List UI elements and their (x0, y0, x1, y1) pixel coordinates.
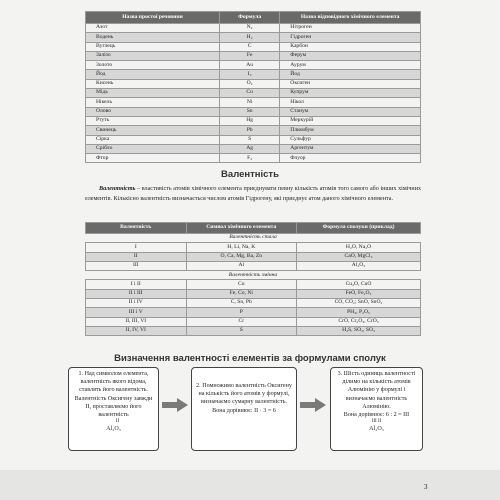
valence-cell: I (86, 243, 187, 252)
element-name-cell: Гідроген (280, 33, 421, 42)
table-row (86, 243, 421, 252)
element-name-cell: Меркурій (280, 116, 421, 125)
symbol-cell: P (186, 308, 297, 317)
table-row (86, 261, 421, 270)
table-row (86, 154, 421, 163)
step-3-box (330, 367, 423, 451)
substance-name-cell: Водень (86, 33, 220, 42)
table-row (86, 89, 421, 98)
element-name-cell: Йод (280, 70, 421, 79)
symbol-cell: S (186, 326, 297, 335)
symbol-cell: Cu (186, 280, 297, 289)
table-row (86, 61, 421, 70)
column-header: Назва простої речовини (86, 12, 220, 24)
substance-name-cell: Йод (86, 70, 220, 79)
table-row (86, 42, 421, 51)
simple-substances-body (86, 24, 421, 163)
section-row (86, 234, 421, 243)
table-row (86, 33, 421, 42)
table-header-row (86, 12, 421, 24)
table-row (86, 299, 421, 308)
table-row (86, 98, 421, 107)
compound-formula-cell: CaO, MgCl₂ (297, 252, 421, 261)
valence-cell: II, IV, VI (86, 326, 187, 335)
formula-cell: Fe (220, 51, 280, 60)
compound-formula-cell: PH₃, P₂O₅ (297, 308, 421, 317)
step-3-text: 3. Шість одиниць валентності ділимо на кількість атомів Алюмінію у формулі і визначаємо валентність Алюмінію. (337, 371, 416, 410)
section-label: Валентність стала (86, 234, 421, 243)
element-name-cell: Сульфур (280, 135, 421, 144)
valence-cell: III і V (86, 308, 187, 317)
compound-formula-cell: CO, CO₂; SnO, SnO₂ (297, 299, 421, 308)
substance-name-cell: Свинець (86, 126, 220, 135)
substance-name-cell: Ртуть (86, 116, 220, 125)
formula-cell: Pb (220, 126, 280, 135)
definition-text: – властивість атомів хімічного елемента приєднувати певну кількість атомів того самого або інших хімічних елементів. Кількісно валентність визначається числом атомів Гідрогену, які приєднує атом даного хімічного елемента. (85, 186, 421, 202)
formula-cell: Cu (220, 89, 280, 98)
section-title-valence: Валентність (221, 169, 279, 180)
symbol-cell: Cr (186, 317, 297, 326)
table-row (86, 107, 421, 116)
substance-name-cell: Сірка (86, 135, 220, 144)
simple-substances-table (85, 11, 421, 163)
table-row (86, 24, 421, 33)
arrow-right-icon (162, 398, 188, 412)
formula-cell: F₂ (220, 154, 280, 163)
element-name-cell: Карбон (280, 42, 421, 51)
table-row (86, 317, 421, 326)
formula-cell: Hg (220, 116, 280, 125)
column-header: Назва відповідного хімічного елемента (280, 12, 421, 24)
step-3-calc: Вона дорівнює: 6 : 2 = III (343, 412, 410, 419)
compound-formula-cell: Al₂O₃ (297, 261, 421, 270)
column-header: Формула сполуки (приклад) (297, 223, 421, 234)
formula-cell: H₂ (220, 33, 280, 42)
step-3-roman: III II (371, 419, 382, 425)
element-name-cell: Ферум (280, 51, 421, 60)
element-name-cell: Купрум (280, 89, 421, 98)
valence-cell: III (86, 261, 187, 270)
column-header: Символ хімічного елемента (186, 223, 297, 234)
step-2-box (191, 367, 297, 451)
substance-name-cell: Залізо (86, 51, 220, 60)
element-name-cell: Флуор (280, 154, 421, 163)
element-name-cell: Нікол (280, 98, 421, 107)
compound-formula-cell: FeO, Fe₂O₃ (297, 289, 421, 298)
valence-cell: II і III (86, 289, 187, 298)
arrow-right-icon (300, 398, 326, 412)
valence-cell: II (86, 252, 187, 261)
section-label: Валентність змінна (86, 271, 421, 280)
element-name-cell: Станум (280, 107, 421, 116)
table-row (86, 51, 421, 60)
table-header-row (86, 223, 421, 234)
definition-term: Валентність (99, 186, 136, 192)
substance-name-cell: Фтор (86, 154, 220, 163)
symbol-cell: Fe, Co, Ni (186, 289, 297, 298)
symbol-cell: Al (186, 261, 297, 270)
compound-formula-cell: Cu₂O, CuO (297, 280, 421, 289)
substance-name-cell: Кисень (86, 79, 220, 88)
table-row (86, 326, 421, 335)
substance-name-cell: Вуглець (86, 42, 220, 51)
column-header: Валентність (86, 223, 187, 234)
table-row (86, 70, 421, 79)
table-row (86, 135, 421, 144)
symbol-cell: H, Li, Na, K (186, 243, 297, 252)
element-name-cell: Нітроген (280, 24, 421, 33)
symbol-cell: C, Sn, Pb (186, 299, 297, 308)
formula-cell: Ag (220, 144, 280, 153)
element-name-cell: Плюмбум (280, 126, 421, 135)
section-title-determination: Визначення валентності елементів за формулами сполук (114, 353, 386, 364)
substance-name-cell: Нікель (86, 98, 220, 107)
element-name-cell: Аргентум (280, 144, 421, 153)
table-row (86, 289, 421, 298)
step-3-formula: Al₂O₃ (369, 426, 384, 433)
compound-formula-cell: CrO, Cr₂O₃, CrO₃ (297, 317, 421, 326)
step-1-text: 1. Над символом елемента, валентність якого відома, ставлять його валентність. Валентність Оксигену завжди II, проставляємо його валентність (74, 371, 153, 419)
valence-cell: II, III, VI (86, 317, 187, 326)
formula-cell: Ni (220, 98, 280, 107)
valence-table (85, 222, 421, 336)
table-row (86, 308, 421, 317)
table-row (86, 116, 421, 125)
formula-cell: Sn (220, 107, 280, 116)
symbol-cell: O, Ca, Mg, Ba, Zn (186, 252, 297, 261)
section-row (86, 271, 421, 280)
compound-formula-cell: H₂S, SO₂, SO₃ (297, 326, 421, 335)
valence-cell: II і IV (86, 299, 187, 308)
valence-cell: I і II (86, 280, 187, 289)
table-row (86, 126, 421, 135)
substance-name-cell: Золото (86, 61, 220, 70)
substance-name-cell: Срібло (86, 144, 220, 153)
table-row (86, 144, 421, 153)
element-name-cell: Аурум (280, 61, 421, 70)
valence-definition (85, 184, 421, 204)
element-name-cell: Оксиген (280, 79, 421, 88)
compound-formula-cell: H₂O, Na₂O (297, 243, 421, 252)
substance-name-cell: Мідь (86, 89, 220, 98)
substance-name-cell: Азот (86, 24, 220, 33)
step-1-formula: Al₂O₃ (106, 426, 121, 433)
table-row (86, 79, 421, 88)
step-1-box (68, 367, 159, 451)
formula-cell: O₂ (220, 79, 280, 88)
step-2-text: 2. Помножимо валентність Оксигену на кількість його атомів у формулі, визначаємо сумарну валентність. (196, 383, 292, 406)
substance-name-cell: Олово (86, 107, 220, 116)
step-2-calc: Вона дорівнює: II · 3 = 6 (212, 407, 276, 414)
column-header: Формула (220, 12, 280, 24)
table-row (86, 280, 421, 289)
formula-cell: C (220, 42, 280, 51)
formula-cell: S (220, 135, 280, 144)
page-number: 3 (424, 483, 428, 491)
table-row (86, 252, 421, 261)
formula-cell: I₂ (220, 70, 280, 79)
formula-cell: N₂ (220, 24, 280, 33)
valence-table-body (86, 234, 421, 336)
formula-cell: Au (220, 61, 280, 70)
step-1-roman: II (115, 419, 120, 425)
